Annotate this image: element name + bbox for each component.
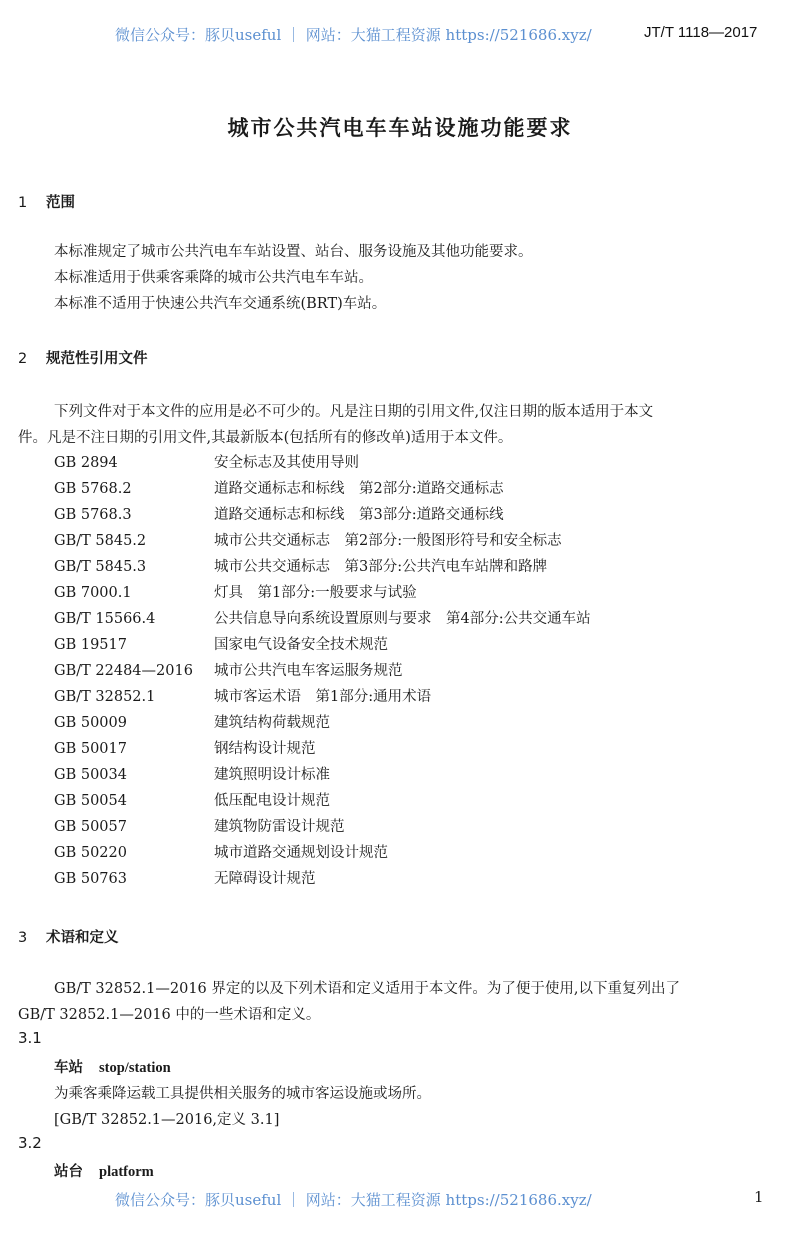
reference-title: 城市公共交通标志 第2部分:一般图形符号和安全标志 — [214, 533, 562, 549]
reference-code: GB 19517 — [54, 637, 127, 653]
reference-code: GB/T 5845.3 — [54, 559, 147, 575]
reference-item — [54, 606, 591, 632]
reference-item — [54, 710, 330, 736]
reference-title: 公共信息导向系统设置原则与要求 第4部分:公共交通车站 — [214, 611, 591, 627]
term-en: platform — [99, 1164, 154, 1180]
section-number: 1 — [18, 195, 28, 211]
reference-title: 无障碍设计规范 — [214, 871, 316, 887]
watermark-bottom: 微信公众号：豚贝useful ｜ 网站：大猫工程资源 https://521686.xyz/ — [115, 1191, 592, 1209]
reference-title: 城市公共交通标志 第3部分:公共汽电车站牌和路牌 — [214, 559, 548, 575]
reference-title: 建筑物防雷设计规范 — [214, 819, 345, 835]
reference-item — [54, 476, 504, 502]
reference-item — [54, 840, 388, 866]
reference-item — [54, 658, 403, 684]
reference-title: 建筑照明设计标准 — [214, 767, 330, 783]
section-number: 3 — [18, 930, 28, 946]
section-title: 术语和定义 — [46, 930, 119, 946]
reference-item — [54, 814, 345, 840]
reference-title: 灯具 第1部分:一般要求与试验 — [214, 585, 417, 601]
reference-title: 低压配电设计规范 — [214, 793, 330, 809]
reference-code: GB/T 15566.4 — [54, 611, 156, 627]
section-number: 2 — [18, 351, 28, 367]
section-title: 范围 — [46, 195, 75, 211]
standard-code: JT/T 1118—2017 — [644, 24, 758, 41]
term-heading — [54, 1160, 154, 1181]
section-title: 规范性引用文件 — [46, 351, 148, 367]
watermark-top: 微信公众号：豚贝useful ｜ 网站：大猫工程资源 https://521686.xyz/ — [115, 26, 592, 44]
reference-code: GB 2894 — [54, 455, 118, 471]
document-title: 城市公共汽电车车站设施功能要求 — [227, 116, 573, 140]
reference-title: 钢结构设计规范 — [214, 741, 316, 757]
paragraph: 件。凡是不注日期的引用文件,其最新版本(包括所有的修改单)适用于本文件。 — [18, 430, 513, 446]
paragraph: GB/T 32852.1—2016 界定的以及下列术语和定义适用于本文件。为了便于使用,以下重复列出了 — [54, 981, 680, 997]
page-number: 1 — [754, 1188, 764, 1206]
reference-item — [54, 528, 562, 554]
reference-item — [54, 866, 316, 892]
clause-number: 3.1 — [18, 1029, 42, 1047]
reference-code: GB 50057 — [54, 819, 127, 835]
reference-title: 国家电气设备安全技术规范 — [214, 637, 388, 653]
paragraph: 本标准不适用于快速公共汽车交通系统(BRT)车站。 — [54, 296, 387, 312]
reference-code: GB 5768.2 — [54, 481, 132, 497]
paragraph: 下列文件对于本文件的应用是必不可少的。凡是注日期的引用文件,仅注日期的版本适用于本文 — [54, 404, 654, 420]
reference-item — [54, 632, 388, 658]
term-source: [GB/T 32852.1—2016,定义 3.1] — [54, 1112, 280, 1128]
reference-item — [54, 580, 417, 606]
reference-title: 城市道路交通规划设计规范 — [214, 845, 388, 861]
reference-item — [54, 788, 330, 814]
reference-title: 城市客运术语 第1部分:通用术语 — [214, 689, 432, 705]
reference-code: GB 50054 — [54, 793, 127, 809]
reference-item — [54, 502, 504, 528]
reference-title: 安全标志及其使用导则 — [214, 455, 359, 471]
reference-code: GB 50220 — [54, 845, 127, 861]
paragraph: 本标准适用于供乘客乘降的城市公共汽电车车站。 — [54, 270, 373, 286]
paragraph: 本标准规定了城市公共汽电车车站设置、站台、服务设施及其他功能要求。 — [54, 244, 533, 260]
reference-code: GB/T 22484—2016 — [54, 663, 193, 679]
reference-code: GB 50017 — [54, 741, 127, 757]
reference-item — [54, 554, 547, 580]
clause-number: 3.2 — [18, 1134, 42, 1152]
reference-code: GB 5768.3 — [54, 507, 132, 523]
term-zh: 站台 — [54, 1163, 83, 1180]
section-1-heading — [18, 191, 75, 212]
term-definition: 为乘客乘降运载工具提供相关服务的城市客运设施或场所。 — [54, 1086, 431, 1102]
term-zh: 车站 — [54, 1059, 83, 1076]
section-3-heading — [18, 926, 119, 947]
reference-code: GB/T 32852.1 — [54, 689, 156, 705]
term-heading — [54, 1056, 171, 1077]
reference-code: GB 50763 — [54, 871, 127, 887]
reference-item — [54, 762, 330, 788]
reference-title: 道路交通标志和标线 第3部分:道路交通标线 — [214, 507, 504, 523]
reference-item — [54, 736, 316, 762]
reference-code: GB 50034 — [54, 767, 127, 783]
reference-item — [54, 450, 359, 476]
section-2-heading — [18, 347, 148, 368]
reference-code: GB/T 5845.2 — [54, 533, 147, 549]
reference-code: GB 7000.1 — [54, 585, 132, 601]
reference-title: 建筑结构荷载规范 — [214, 715, 330, 731]
reference-title: 城市公共汽电车客运服务规范 — [214, 663, 403, 679]
reference-title: 道路交通标志和标线 第2部分:道路交通标志 — [214, 481, 504, 497]
reference-item — [54, 684, 431, 710]
paragraph: GB/T 32852.1—2016 中的一些术语和定义。 — [18, 1007, 321, 1023]
reference-code: GB 50009 — [54, 715, 127, 731]
term-en: stop/station — [99, 1060, 171, 1076]
